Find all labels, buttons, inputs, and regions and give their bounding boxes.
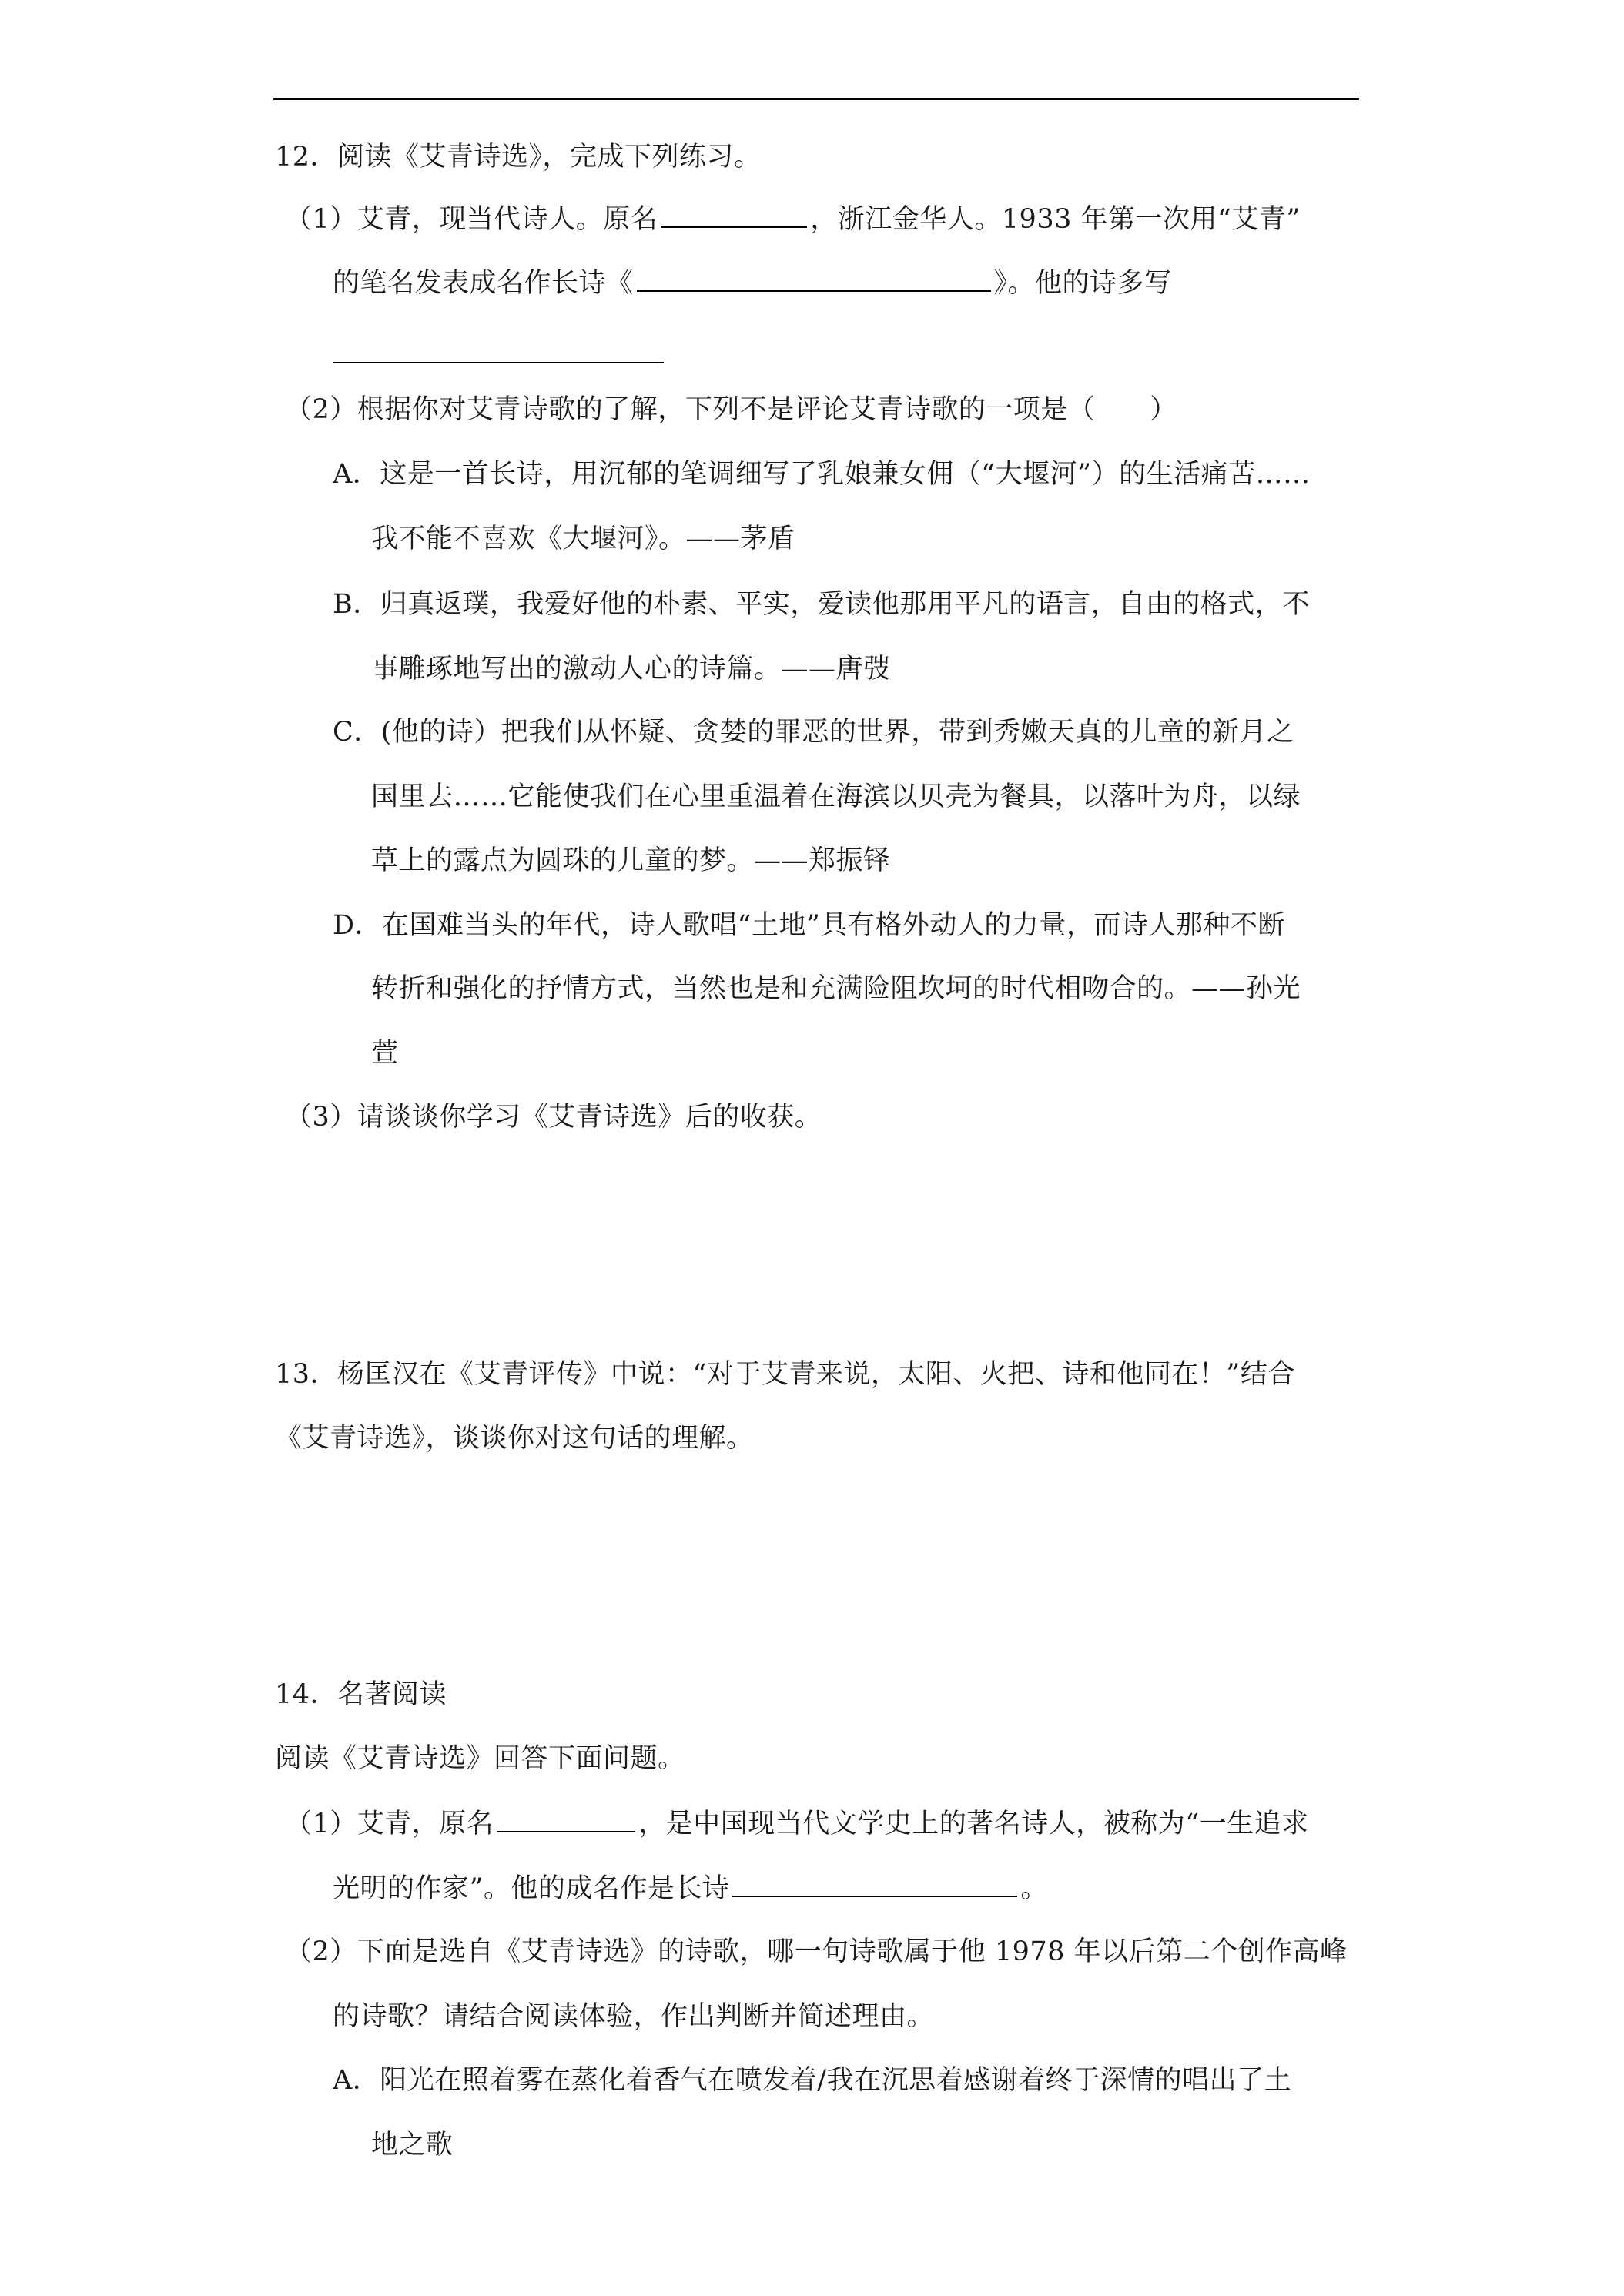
q12-option-c-line3: 草上的露点为圆珠的儿童的梦。——郑振铎 xyxy=(371,845,891,876)
q12-part1-text-a: （1）艾青，现当代诗人。原名 xyxy=(285,204,658,235)
q14-part1-line2 xyxy=(333,1869,1048,1907)
header-rule xyxy=(273,98,1359,100)
q14-option-a-line2: 地之歌 xyxy=(371,2130,454,2160)
q12-poem-title-blank[interactable] xyxy=(637,264,991,292)
q14-poem-title-blank[interactable] xyxy=(732,1869,1017,1897)
q12-option-c-line1: C．(他的诗）把我们从怀疑、贪婪的罪恶的世界，带到秀嫩天真的儿童的新月之 xyxy=(333,717,1294,748)
q14-part1-text-d: 。 xyxy=(1020,1873,1048,1904)
q12-option-b-line1: B．归真返璞，我爱好他的朴素、平实，爱读他那用平凡的语言，自由的格式，不 xyxy=(333,589,1310,620)
q14-part2-line2: 的诗歌？请结合阅读体验，作出判断并简述理由。 xyxy=(333,2001,935,2032)
q14-part1-text-c: 光明的作家”。他的成名作是长诗 xyxy=(333,1873,730,1904)
q12-part2: （2）根据你对艾青诗歌的了解，下列不是评论艾青诗歌的一项是（ ） xyxy=(285,394,1177,425)
q12-theme-blank[interactable] xyxy=(333,362,664,363)
q12-title: 12．阅读《艾青诗选》，完成下列练习。 xyxy=(275,142,762,172)
q12-part1-text-c: 的笔名发表成名作长诗《 xyxy=(333,268,634,299)
q12-part1-line1 xyxy=(285,200,1301,238)
q12-option-d-line2: 转折和强化的抒情方式，当然也是和充满险阻坎坷的时代相吻合的。——孙光 xyxy=(371,973,1301,1004)
q14-original-name-blank[interactable] xyxy=(497,1805,635,1832)
q12-option-d-line1: D．在国难当头的年代，诗人歌唱“土地”具有格外动人的力量，而诗人那种不断 xyxy=(333,910,1285,941)
q12-part1-text-b: ，浙江金华人。1933 年第一次用“艾青” xyxy=(810,204,1301,235)
q14-intro: 阅读《艾青诗选》回答下面问题。 xyxy=(275,1743,685,1774)
q12-part1-text-d: 》。他的诗多写 xyxy=(993,268,1172,299)
q12-part1-line2 xyxy=(333,264,1172,302)
q12-option-d-line3: 萱 xyxy=(371,1038,399,1069)
q13-line2: 《艾青诗选》，谈谈你对这句话的理解。 xyxy=(275,1423,754,1454)
q12-original-name-blank[interactable] xyxy=(661,200,807,228)
q12-option-a-line1: A．这是一首长诗，用沉郁的笔调细写了乳娘兼女佣（“大堰河”）的生活痛苦…… xyxy=(333,459,1311,490)
q14-part1-text-b: ，是中国现当代文学史上的著名诗人，被称为“一生追求 xyxy=(638,1809,1309,1839)
q12-option-a-line2: 我不能不喜欢《大堰河》。——茅盾 xyxy=(371,524,795,554)
q14-option-a-line1: A．阳光在照着雾在蒸化着香气在喷发着/我在沉思着感谢着终于深情的唱出了土 xyxy=(333,2065,1292,2096)
q12-option-c-line2: 国里去……它能使我们在心里重温着在海滨以贝壳为餐具，以落叶为舟，以绿 xyxy=(371,782,1301,812)
q14-part1-line1 xyxy=(285,1805,1309,1842)
q14-part1-text-a: （1）艾青，原名 xyxy=(285,1809,494,1839)
q12-option-b-line2: 事雕琢地写出的激动人心的诗篇。——唐弢 xyxy=(371,654,891,684)
q14-title: 14．名著阅读 xyxy=(275,1679,447,1710)
q13-line1: 13．杨匡汉在《艾青评传》中说：“对于艾青来说，太阳、火把、诗和他同在！”结合 xyxy=(275,1359,1295,1390)
q14-part2-line1: （2）下面是选自《艾青诗选》的诗歌，哪一句诗歌属于他 1978 年以后第二个创作高峰 xyxy=(285,1936,1348,1967)
q12-part3: （3）请谈谈你学习《艾青诗选》后的收获。 xyxy=(285,1102,822,1133)
